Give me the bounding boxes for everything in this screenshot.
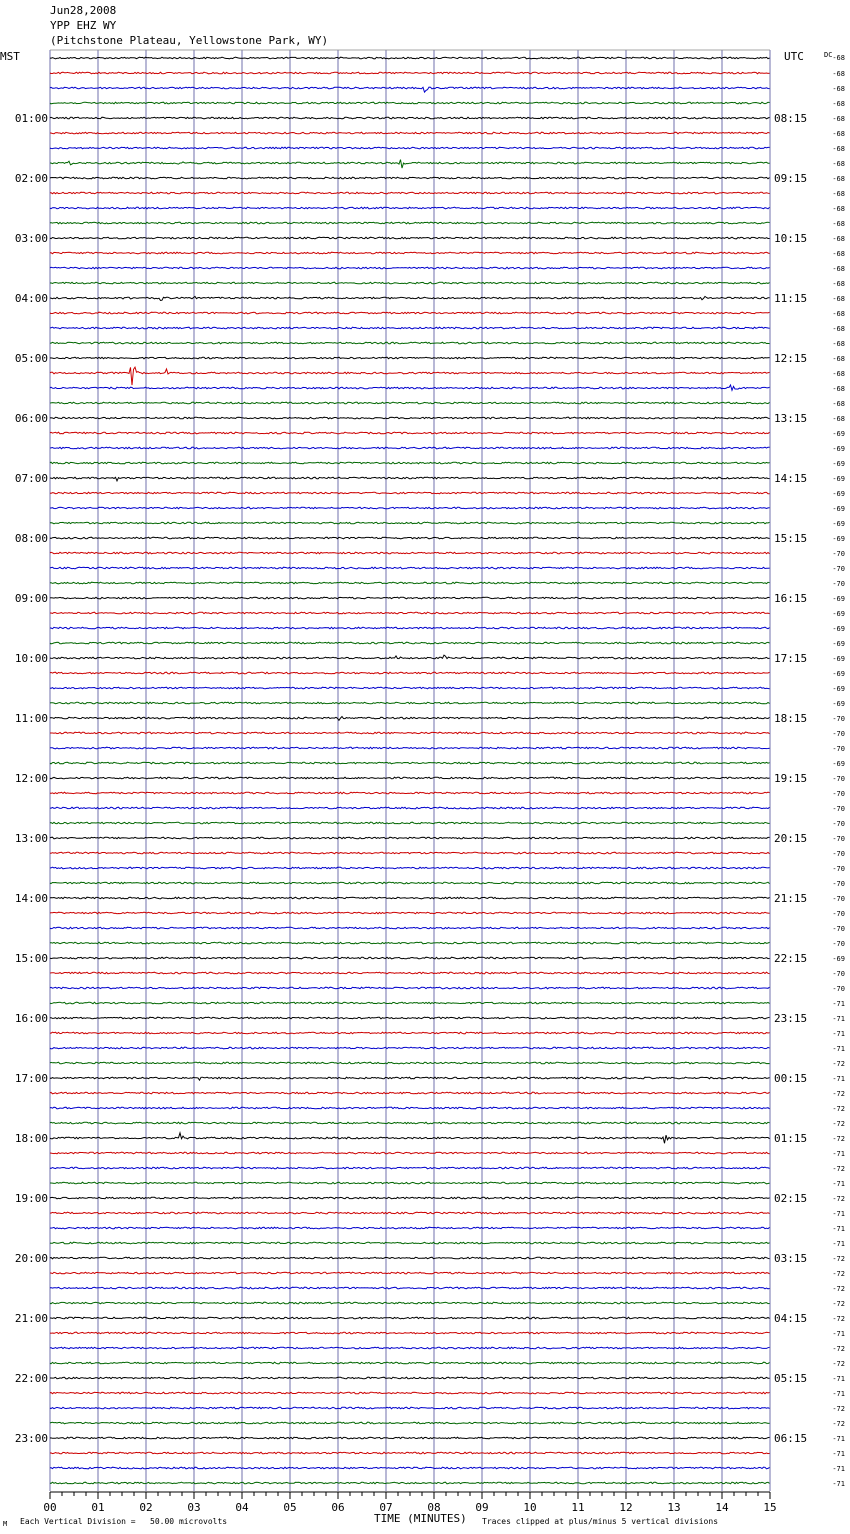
trace-line bbox=[50, 1133, 770, 1143]
trace-line bbox=[50, 807, 770, 809]
mst-hour-label: 21:00 bbox=[14, 1312, 48, 1325]
trace-line bbox=[50, 1332, 770, 1334]
utc-hour-label: 12:15 bbox=[774, 352, 808, 365]
dc-offset-label: -69 bbox=[832, 655, 845, 663]
trace-line bbox=[50, 987, 770, 989]
trace-line bbox=[50, 1197, 770, 1199]
trace-line bbox=[50, 1002, 770, 1004]
vertical-scale-note: Each Vertical Division = 50.00 microvolts bbox=[20, 1517, 228, 1526]
utc-hour-label: 10:15 bbox=[774, 232, 808, 245]
trace-line bbox=[50, 792, 770, 794]
trace-line bbox=[50, 417, 770, 419]
mst-hour-label: 23:00 bbox=[14, 1432, 48, 1445]
chart-date: Jun28,2008 bbox=[50, 4, 117, 17]
utc-hour-label: 21:15 bbox=[774, 892, 808, 905]
dc-offset-label: -70 bbox=[832, 985, 845, 993]
trace-line bbox=[50, 897, 770, 899]
trace-line bbox=[50, 147, 770, 149]
x-tick-label: 05 bbox=[283, 1501, 297, 1514]
utc-hour-label: 04:15 bbox=[774, 1312, 808, 1325]
dc-offset-label: -68 bbox=[832, 325, 845, 333]
mst-hour-label: 13:00 bbox=[14, 832, 48, 845]
trace-line bbox=[50, 957, 770, 959]
dc-offset-label: -68 bbox=[832, 340, 845, 348]
mst-hour-label: 18:00 bbox=[14, 1132, 48, 1145]
utc-hour-label: 17:15 bbox=[774, 652, 808, 665]
trace-line bbox=[50, 1062, 770, 1064]
trace-line bbox=[50, 1437, 770, 1439]
trace-line bbox=[50, 1257, 770, 1259]
dc-offset-label: -70 bbox=[832, 775, 845, 783]
dc-offset-label: -71 bbox=[832, 1210, 845, 1218]
trace-line bbox=[50, 747, 770, 749]
trace-line bbox=[50, 537, 770, 539]
dc-offset-label: -69 bbox=[832, 610, 845, 618]
dc-offset-label: -68 bbox=[832, 415, 845, 423]
trace-line bbox=[50, 432, 770, 434]
x-tick-label: 01 bbox=[91, 1501, 105, 1514]
trace-line bbox=[50, 1032, 770, 1034]
footer-left-mark: M bbox=[3, 1520, 8, 1528]
trace-line bbox=[50, 102, 770, 104]
trace-line bbox=[50, 1452, 770, 1454]
trace-line bbox=[50, 367, 770, 385]
trace-line bbox=[50, 552, 770, 554]
trace-line bbox=[50, 1212, 770, 1214]
trace-line bbox=[50, 282, 770, 284]
mst-hour-label: 03:00 bbox=[14, 232, 48, 245]
trace-line bbox=[50, 1392, 770, 1394]
x-tick-label: 13 bbox=[667, 1501, 681, 1514]
dc-offset-label: -68 bbox=[832, 100, 845, 108]
dc-offset-label: -68 bbox=[832, 160, 845, 168]
trace-line bbox=[50, 402, 770, 404]
dc-offset-label: -69 bbox=[832, 640, 845, 648]
mst-hour-label: 14:00 bbox=[14, 892, 48, 905]
utc-hour-label: 05:15 bbox=[774, 1372, 808, 1385]
trace-line bbox=[50, 160, 770, 169]
dc-offset-label: -70 bbox=[832, 940, 845, 948]
dc-offset-label: -71 bbox=[832, 1150, 845, 1158]
trace-line bbox=[50, 655, 770, 659]
dc-offset-label: -70 bbox=[832, 820, 845, 828]
mst-hour-label: 06:00 bbox=[14, 412, 48, 425]
trace-line bbox=[50, 972, 770, 974]
trace-line bbox=[50, 192, 770, 194]
trace-line bbox=[50, 462, 770, 464]
dc-offset-label: -72 bbox=[832, 1165, 845, 1173]
trace-line bbox=[50, 612, 770, 614]
trace-line bbox=[50, 207, 770, 209]
dc-offset-label: -72 bbox=[832, 1360, 845, 1368]
dc-offset-label: -69 bbox=[832, 460, 845, 468]
trace-line bbox=[50, 597, 770, 599]
trace-line bbox=[50, 942, 770, 944]
dc-offset-label: -69 bbox=[832, 625, 845, 633]
dc-offset-label: -68 bbox=[832, 385, 845, 393]
x-tick-label: 09 bbox=[475, 1501, 489, 1514]
dc-offset-label: -70 bbox=[832, 715, 845, 723]
mst-hour-label: 08:00 bbox=[14, 532, 48, 545]
trace-line bbox=[50, 296, 770, 300]
trace-line bbox=[50, 777, 770, 779]
dc-offset-label: -72 bbox=[832, 1255, 845, 1263]
utc-hour-label: 14:15 bbox=[774, 472, 808, 485]
trace-line bbox=[50, 1422, 770, 1424]
dc-offset-label: -72 bbox=[832, 1105, 845, 1113]
trace-line bbox=[50, 1377, 770, 1379]
x-axis-title: TIME (MINUTES) bbox=[374, 1512, 467, 1525]
dc-offset-label: -72 bbox=[832, 1345, 845, 1353]
dc-offset-label: -69 bbox=[832, 520, 845, 528]
dc-offset-label: -68 bbox=[832, 54, 845, 62]
dc-label: DC bbox=[824, 51, 833, 59]
dc-offset-label: -71 bbox=[832, 1465, 845, 1473]
mst-hour-label: 01:00 bbox=[14, 112, 48, 125]
dc-offset-label: -69 bbox=[832, 535, 845, 543]
dc-offset-label: -69 bbox=[832, 670, 845, 678]
trace-line bbox=[50, 1167, 770, 1169]
mst-hour-label: 05:00 bbox=[14, 352, 48, 365]
trace-line bbox=[50, 642, 770, 644]
dc-offset-label: -71 bbox=[832, 1450, 845, 1458]
trace-line bbox=[50, 852, 770, 854]
utc-hour-label: 00:15 bbox=[774, 1072, 808, 1085]
dc-offset-label: -69 bbox=[832, 505, 845, 513]
trace-line bbox=[50, 1347, 770, 1349]
utc-hour-label: 06:15 bbox=[774, 1432, 808, 1445]
dc-offset-label: -72 bbox=[832, 1285, 845, 1293]
trace-line bbox=[50, 882, 770, 884]
trace-line bbox=[50, 357, 770, 359]
trace-line bbox=[50, 132, 770, 134]
trace-line bbox=[50, 342, 770, 344]
dc-offset-label: -68 bbox=[832, 280, 845, 288]
dc-offset-label: -70 bbox=[832, 880, 845, 888]
utc-hour-label: 02:15 bbox=[774, 1192, 808, 1205]
dc-offset-label: -71 bbox=[832, 1435, 845, 1443]
utc-hour-label: 18:15 bbox=[774, 712, 808, 725]
mst-hour-label: 07:00 bbox=[14, 472, 48, 485]
trace-line bbox=[50, 1017, 770, 1019]
trace-line bbox=[50, 57, 770, 59]
trace-line bbox=[50, 87, 770, 92]
x-tick-label: 06 bbox=[331, 1501, 345, 1514]
trace-line bbox=[50, 177, 770, 179]
dc-offset-label: -70 bbox=[832, 550, 845, 558]
dc-offset-label: -71 bbox=[832, 1330, 845, 1338]
x-tick-label: 14 bbox=[715, 1501, 729, 1514]
dc-offset-label: -69 bbox=[832, 760, 845, 768]
dc-offset-label: -70 bbox=[832, 835, 845, 843]
left-axis-label-mst: MST bbox=[0, 50, 20, 63]
dc-offset-label: -68 bbox=[832, 235, 845, 243]
x-tick-label: 08 bbox=[427, 1501, 441, 1514]
trace-line bbox=[50, 1182, 770, 1184]
x-tick-label: 02 bbox=[139, 1501, 153, 1514]
dc-offset-label: -71 bbox=[832, 1390, 845, 1398]
trace-line bbox=[50, 1242, 770, 1244]
x-tick-label: 12 bbox=[619, 1501, 633, 1514]
dc-offset-label: -68 bbox=[832, 130, 845, 138]
trace-line bbox=[50, 912, 770, 914]
trace-line bbox=[50, 1272, 770, 1274]
trace-line bbox=[50, 1482, 770, 1484]
utc-hour-label: 23:15 bbox=[774, 1012, 808, 1025]
dc-offset-label: -70 bbox=[832, 565, 845, 573]
dc-offset-label: -69 bbox=[832, 445, 845, 453]
dc-offset-label: -68 bbox=[832, 250, 845, 258]
trace-line bbox=[50, 312, 770, 314]
trace-line bbox=[50, 582, 770, 584]
dc-offset-label: -69 bbox=[832, 490, 845, 498]
dc-offset-label: -69 bbox=[832, 430, 845, 438]
trace-line bbox=[50, 1077, 770, 1080]
x-tick-label: 00 bbox=[43, 1501, 57, 1514]
utc-hour-label: 13:15 bbox=[774, 412, 808, 425]
dc-offset-label: -68 bbox=[832, 370, 845, 378]
dc-offset-label: -68 bbox=[832, 145, 845, 153]
mst-hour-label: 10:00 bbox=[14, 652, 48, 665]
dc-offset-label: -72 bbox=[832, 1060, 845, 1068]
trace-line bbox=[50, 72, 770, 74]
clip-note: Traces clipped at plus/minus 5 vertical divisions bbox=[482, 1517, 719, 1526]
dc-offset-label: -68 bbox=[832, 220, 845, 228]
dc-offset-label: -68 bbox=[832, 355, 845, 363]
trace-line bbox=[50, 762, 770, 764]
dc-offset-label: -69 bbox=[832, 595, 845, 603]
trace-line bbox=[50, 702, 770, 704]
dc-offset-label: -71 bbox=[832, 1045, 845, 1053]
dc-offset-label: -72 bbox=[832, 1090, 845, 1098]
mst-hour-label: 04:00 bbox=[14, 292, 48, 305]
station-location: (Pitchstone Plateau, Yellowstone Park, WY) bbox=[50, 34, 329, 47]
dc-offset-label: -68 bbox=[832, 205, 845, 213]
dc-offset-label: -69 bbox=[832, 475, 845, 483]
trace-line bbox=[50, 327, 770, 329]
utc-hour-label: 11:15 bbox=[774, 292, 808, 305]
dc-offset-label: -68 bbox=[832, 115, 845, 123]
trace-line bbox=[50, 507, 770, 509]
dc-offset-label: -68 bbox=[832, 265, 845, 273]
trace-line bbox=[50, 117, 770, 119]
dc-offset-label: -71 bbox=[832, 1180, 845, 1188]
x-tick-label: 10 bbox=[523, 1501, 537, 1514]
dc-offset-label: -70 bbox=[832, 865, 845, 873]
mst-hour-label: 02:00 bbox=[14, 172, 48, 185]
trace-line bbox=[50, 222, 770, 224]
mst-hour-label: 19:00 bbox=[14, 1192, 48, 1205]
trace-line bbox=[50, 687, 770, 689]
trace-line bbox=[50, 1362, 770, 1364]
x-tick-label: 07 bbox=[379, 1501, 393, 1514]
mst-hour-label: 11:00 bbox=[14, 712, 48, 725]
trace-line bbox=[50, 1107, 770, 1109]
dc-offset-label: -70 bbox=[832, 790, 845, 798]
utc-hour-label: 22:15 bbox=[774, 952, 808, 965]
dc-offset-label: -72 bbox=[832, 1420, 845, 1428]
dc-offset-label: -71 bbox=[832, 1075, 845, 1083]
utc-hour-label: 20:15 bbox=[774, 832, 808, 845]
trace-line bbox=[50, 927, 770, 929]
mst-hour-label: 16:00 bbox=[14, 1012, 48, 1025]
dc-offset-label: -71 bbox=[832, 1375, 845, 1383]
x-tick-label: 04 bbox=[235, 1501, 249, 1514]
trace-line bbox=[50, 627, 770, 629]
utc-hour-label: 03:15 bbox=[774, 1252, 808, 1265]
mst-hour-label: 22:00 bbox=[14, 1372, 48, 1385]
dc-offset-label: -72 bbox=[832, 1135, 845, 1143]
dc-offset-label: -68 bbox=[832, 190, 845, 198]
dc-offset-label: -70 bbox=[832, 910, 845, 918]
mst-hour-label: 12:00 bbox=[14, 772, 48, 785]
dc-offset-label: -69 bbox=[832, 685, 845, 693]
trace-line bbox=[50, 1092, 770, 1094]
trace-line bbox=[50, 867, 770, 869]
dc-offset-label: -72 bbox=[832, 1120, 845, 1128]
dc-offset-label: -68 bbox=[832, 310, 845, 318]
trace-line bbox=[50, 1287, 770, 1289]
dc-offset-label: -71 bbox=[832, 1225, 845, 1233]
x-tick-label: 03 bbox=[187, 1501, 201, 1514]
station-code: YPP EHZ WY bbox=[50, 19, 117, 32]
dc-offset-label: -68 bbox=[832, 85, 845, 93]
dc-offset-label: -70 bbox=[832, 580, 845, 588]
dc-offset-label: -70 bbox=[832, 730, 845, 738]
trace-line bbox=[50, 567, 770, 569]
trace-line bbox=[50, 252, 770, 254]
x-tick-label: 11 bbox=[571, 1501, 585, 1514]
dc-offset-label: -68 bbox=[832, 175, 845, 183]
utc-hour-label: 08:15 bbox=[774, 112, 808, 125]
dc-offset-label: -69 bbox=[832, 700, 845, 708]
right-axis-label-utc: UTC bbox=[784, 50, 804, 63]
trace-line bbox=[50, 267, 770, 269]
utc-hour-label: 19:15 bbox=[774, 772, 808, 785]
trace-line bbox=[50, 522, 770, 524]
mst-hour-label: 09:00 bbox=[14, 592, 48, 605]
trace-line bbox=[50, 1227, 770, 1229]
dc-offset-label: -70 bbox=[832, 895, 845, 903]
dc-offset-label: -68 bbox=[832, 400, 845, 408]
utc-hour-label: 15:15 bbox=[774, 532, 808, 545]
dc-offset-label: -70 bbox=[832, 925, 845, 933]
dc-offset-label: -68 bbox=[832, 70, 845, 78]
trace-line bbox=[50, 732, 770, 734]
trace-line bbox=[50, 477, 770, 481]
dc-offset-label: -71 bbox=[832, 1030, 845, 1038]
trace-line bbox=[50, 822, 770, 824]
trace-line bbox=[50, 1302, 770, 1304]
dc-offset-label: -72 bbox=[832, 1405, 845, 1413]
dc-offset-label: -72 bbox=[832, 1315, 845, 1323]
x-tick-label: 15 bbox=[763, 1501, 777, 1514]
dc-offset-label: -70 bbox=[832, 850, 845, 858]
utc-hour-label: 09:15 bbox=[774, 172, 808, 185]
trace-line bbox=[50, 1122, 770, 1124]
trace-line bbox=[50, 1467, 770, 1469]
trace-line bbox=[50, 492, 770, 494]
trace-line bbox=[50, 1152, 770, 1154]
mst-hour-label: 20:00 bbox=[14, 1252, 48, 1265]
utc-hour-label: 16:15 bbox=[774, 592, 808, 605]
dc-offset-label: -71 bbox=[832, 1000, 845, 1008]
trace-line bbox=[50, 447, 770, 449]
trace-line bbox=[50, 717, 770, 721]
trace-line bbox=[50, 672, 770, 674]
dc-offset-label: -70 bbox=[832, 745, 845, 753]
mst-hour-label: 15:00 bbox=[14, 952, 48, 965]
dc-offset-label: -68 bbox=[832, 295, 845, 303]
dc-offset-label: -69 bbox=[832, 955, 845, 963]
trace-line bbox=[50, 1317, 770, 1319]
dc-offset-label: -71 bbox=[832, 1480, 845, 1488]
trace-line bbox=[50, 385, 770, 390]
trace-line bbox=[50, 1407, 770, 1409]
mst-hour-label: 17:00 bbox=[14, 1072, 48, 1085]
trace-line bbox=[50, 837, 770, 839]
dc-offset-label: -72 bbox=[832, 1300, 845, 1308]
dc-offset-label: -70 bbox=[832, 805, 845, 813]
dc-offset-label: -72 bbox=[832, 1270, 845, 1278]
dc-offset-label: -71 bbox=[832, 1240, 845, 1248]
trace-line bbox=[50, 237, 770, 239]
utc-hour-label: 01:15 bbox=[774, 1132, 808, 1145]
dc-offset-label: -70 bbox=[832, 970, 845, 978]
dc-offset-label: -72 bbox=[832, 1195, 845, 1203]
dc-offset-label: -71 bbox=[832, 1015, 845, 1023]
trace-line bbox=[50, 1047, 770, 1049]
